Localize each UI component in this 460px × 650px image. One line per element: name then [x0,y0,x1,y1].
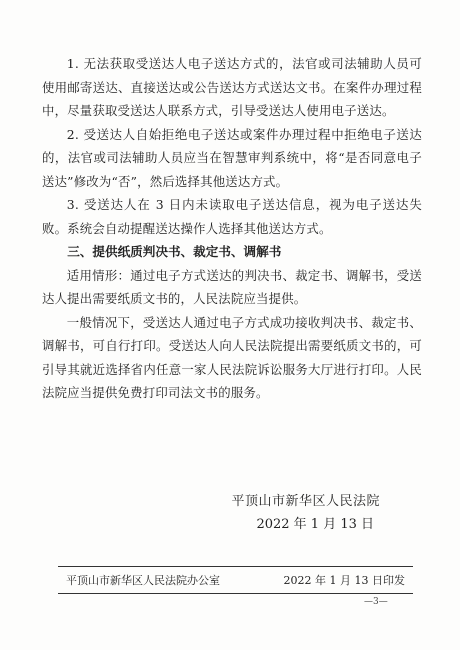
section-heading: 三、提供纸质判决书、裁定书、调解书 [67,244,282,259]
paragraph-item-2: 2. 受送达人自始拒绝电子送达或案件办理过程中拒绝电子送达的，法官或司法辅助人员应当在智慧审判系统中，将“是否同意电子送达”修改为“否”，然后选择其他送达方式。 [42,126,422,189]
issuing-office: 平顶山市新华区人民法院办公室 [66,574,220,587]
applicable-paragraph: 适用情形：通过电子方式送达的判决书、裁定书、调解书，受送达人提出需要纸质文书的，人民法院应当提供。 [42,267,422,306]
paragraph-item-3: 3. 受送达人在 3 日内未读取电子送达信息，视为电子送达失败。系统会自动提醒送达操作人选择其他送达方式。 [42,197,422,236]
general-paragraph: 一般情况下，受送达人通过电子方式成功接收判决书、裁定书、调解书，可自行打印。受送达人向人民法院提出需要纸质文书的，可引导其就近选择省内任意一家人民法院诉讼服务大厅进行打印。人民法院应当提供免费打印司法文书的服务。 [42,314,422,400]
paragraph-item-1: 1. 无法获取受送达人电子送达方式的，法官或司法辅助人员可使用邮寄送达、直接送达或公告送达方式送达文书。在案件办理过程中，尽量获取受送达人联系方式，引导受送达人使用电子送达。 [42,56,422,118]
issue-date: 2022 年 1 月 13 日印发 [283,574,405,587]
signature-block [231,490,380,536]
document-body [42,52,422,405]
page-number: —3— [364,597,388,607]
issuance-footer [58,566,413,594]
signature-org: 平顶山市新华区人民法院 [231,494,380,509]
signature-date: 2022 年 1 月 13 日 [256,517,374,532]
